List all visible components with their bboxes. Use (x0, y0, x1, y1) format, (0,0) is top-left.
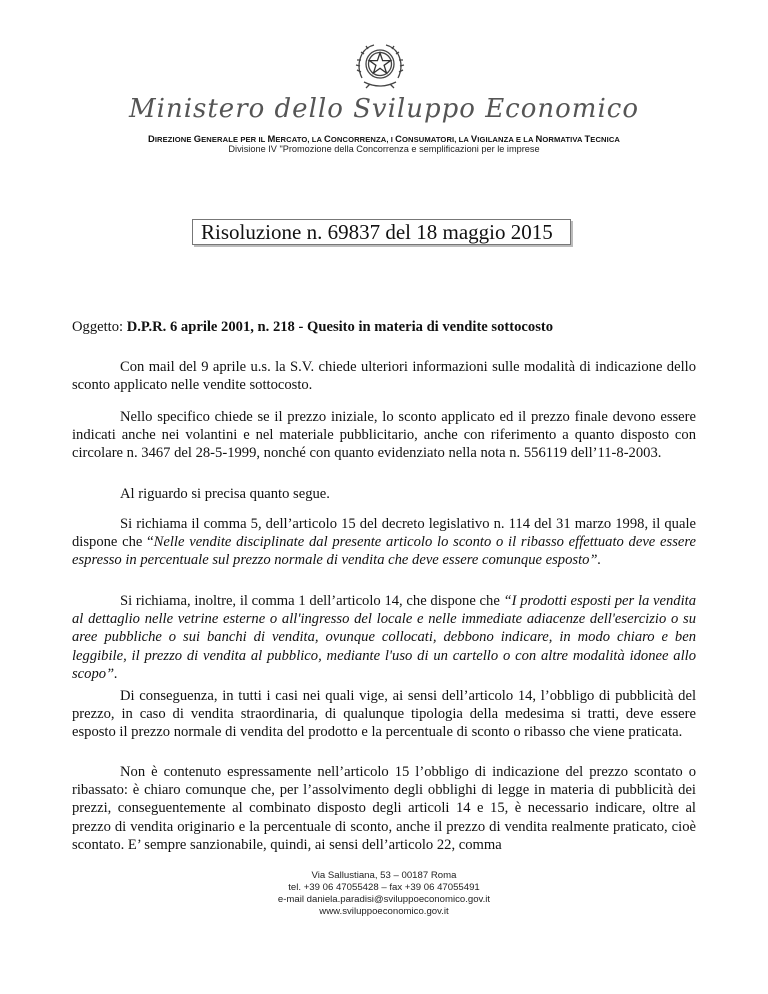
paragraph-text: Con mail del 9 aprile u.s. la S.V. chiede ulteriori informazioni sulle modalità di indicazione dello sconto applicato nelle vendite sottocosto. (72, 359, 696, 394)
oggetto-subject: D.P.R. 6 aprile 2001, n. 218 - Quesito in materia di vendite sottocosto (126, 319, 554, 335)
divisione-subtitle: Divisione IV "Promozione della Concorrenza e semplificazioni per le imprese (228, 144, 540, 154)
paragraph-5 (72, 592, 696, 683)
ministry-title: Ministero dello Sviluppo Economico (129, 94, 639, 124)
paragraph-text (72, 515, 696, 570)
direzione-part: VIGILANZA E LA (470, 133, 536, 144)
quoted-law-text: “I prodotti esposti per la vendita al dettaglio nelle vetrine esterne o all'ingresso del locale e nelle immediate adiacenze dell'esercizio o su aree pubbliche o sui banchi di vendita, ovunque collocati, debbono indicare, in modo chiaro e ben leggibile, il prezzo di vendita al pubblico, mediante l'uso di un cartello o con altre modalità idonee allo scopo”. (72, 593, 696, 682)
direzione-part: CONCORRENZA, I (324, 133, 396, 144)
paragraph-text: Di conseguenza, in tutti i casi nei quali vige, ai sensi dell’articolo 14, l’obbligo di pubblicità del prezzo, in caso di vendita straordinaria, di qualunque tipologia della medesima si tratti, deve essere esposto il prezzo normale di vendita del prodotto e la percentuale di sconto o ribasso che viene praticata. (72, 688, 696, 741)
oggetto-block (72, 318, 696, 336)
paragraph-lead: Si richiama il comma 5, dell’articolo 15 del decreto legislativo n. 114 del 31 marzo 1998, il quale dispone che “ (72, 516, 696, 551)
footer-address: Via Sallustiana, 53 – 00187 Roma (311, 870, 457, 881)
paragraph-1 (72, 358, 696, 394)
paragraph-4 (72, 515, 696, 570)
footer-contacts (0, 870, 768, 918)
oggetto-line (72, 318, 696, 336)
direzione-part: TECNICA (584, 133, 621, 144)
direzione-part: MERCATO, LA (267, 133, 325, 144)
paragraph-text (72, 592, 696, 683)
footer-phone: tel. +39 06 47055428 – fax +39 06 47055491 (288, 882, 480, 893)
direzione-part: GENERALE PER IL (193, 133, 268, 144)
paragraph-7 (72, 763, 696, 854)
paragraph-2 (72, 408, 696, 463)
paragraph-6 (72, 687, 696, 742)
direzione-part: DIREZIONE (147, 133, 194, 144)
paragraph-text: Nello specifico chiede se il prezzo iniziale, lo sconto applicato ed il prezzo finale devono essere indicati anche nei volantini e nel materiale pubblicitario, anche con riferimento a quanto disposto con circolare n. 3467 del 28-5-1999, nonché con quanto evidenziato nella nota n. 556119 dell’11-8-2003. (72, 409, 696, 462)
direzione-generale (0, 133, 768, 144)
oggetto-label: Oggetto: (72, 319, 127, 335)
paragraph-text: Non è contenuto espressamente nell’articolo 15 l’obbligo di indicazione del prezzo scontato o ribassato: è chiaro comunque che, per l’assolvimento degli obblighi di legge in materia di pubblicità dei prezzi, conseguentemente al combinato disposto degli articoli 14 e 15, è necessario indicare, oltre al prezzo di vendita originario e la percentuale di sconto, anche il prezzo di vendita realmente praticato, cioè scontato. E’ sempre sanzionabile, quindi, ai sensi dell’articolo 22, comma (72, 764, 696, 853)
italian-republic-emblem-icon (352, 38, 408, 94)
document-title: Risoluzione n. 69837 del 18 maggio 2015 (192, 219, 571, 245)
direzione-part: CONSUMATORI, LA (395, 133, 471, 144)
quoted-law-text: Nelle vendite disciplinate dal presente articolo lo sconto o il ribasso effettuato deve essere espresso in percentuale sul prezzo normale di vendita che deve essere comunque esposto”. (72, 534, 696, 569)
paragraph-3 (72, 485, 696, 503)
direzione-part: NORMATIVA (535, 133, 585, 144)
footer-website[interactable]: www.sviluppoeconomico.gov.it (319, 906, 449, 917)
paragraph-text: Al riguardo si precisa quanto segue. (120, 486, 330, 502)
paragraph-lead: Si richiama, inoltre, il comma 1 dell’articolo 14, che dispone che (120, 593, 504, 609)
footer-email[interactable]: e-mail daniela.paradisi@sviluppoeconomico.gov.it (277, 894, 491, 905)
